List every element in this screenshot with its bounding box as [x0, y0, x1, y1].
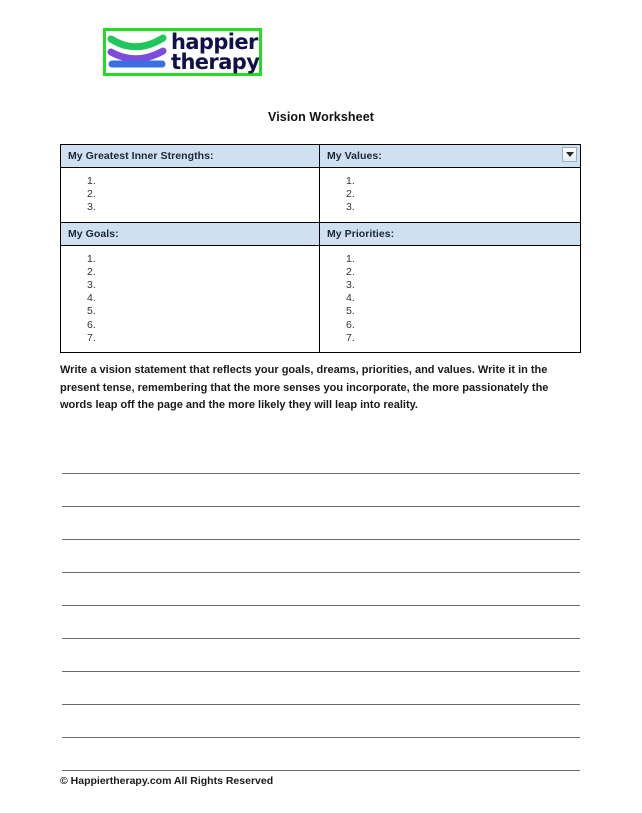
numbered-list-priorities: [320, 246, 580, 352]
table-row: [61, 145, 581, 168]
list-item[interactable]: 7.: [346, 331, 355, 344]
list-item[interactable]: 7.: [87, 331, 96, 344]
list-item[interactable]: 6.: [346, 318, 355, 331]
header-label-priorities: My Priorities:: [327, 227, 395, 240]
list-item[interactable]: 2.: [346, 188, 355, 201]
list-item[interactable]: 5.: [87, 305, 96, 318]
list-item[interactable]: 1.: [87, 252, 96, 265]
brand-wordmark-line1: happier: [171, 29, 258, 54]
header-cell-goals: [61, 222, 320, 245]
brand-wordmark: [171, 29, 260, 74]
list-item[interactable]: 4.: [346, 292, 355, 305]
vision-worksheet-table: [60, 144, 581, 353]
page-title: Vision Worksheet: [267, 110, 375, 124]
footer-copyright: © Happiertherapy.com All Rights Reserved: [60, 775, 274, 787]
numbered-list-strengths: [61, 168, 319, 222]
happier-therapy-mark-icon: [107, 31, 169, 73]
list-item[interactable]: 5.: [346, 305, 355, 318]
list-item[interactable]: 1.: [87, 175, 96, 187]
header-cell-values: [320, 145, 581, 168]
header-cell-priorities: [320, 222, 581, 245]
write-line[interactable]: [62, 705, 580, 738]
brand-logo: [103, 28, 262, 76]
write-line[interactable]: [62, 573, 580, 606]
instructions-text: Write a vision statement that reflects your goals, dreams, priorities, and values. Write it in the present tense, remembering that the more senses you incorporate, the more passionately the words leap off the page and the more likely they will leap into reality.: [60, 364, 549, 411]
list-cell-values[interactable]: [320, 168, 581, 223]
write-line[interactable]: [62, 606, 580, 639]
list-item[interactable]: 3.: [87, 201, 96, 214]
write-line[interactable]: [62, 672, 580, 705]
table-row: [61, 168, 581, 223]
list-item[interactable]: 3.: [346, 279, 355, 292]
list-item[interactable]: 6.: [87, 318, 96, 331]
list-item[interactable]: 2.: [87, 188, 96, 201]
write-line[interactable]: [62, 639, 580, 672]
header-label-goals: My Goals:: [68, 227, 119, 240]
list-item[interactable]: 1.: [346, 252, 355, 265]
chevron-down-glyph: [566, 152, 574, 157]
writing-area[interactable]: [62, 441, 580, 771]
list-item[interactable]: 3.: [346, 201, 355, 214]
brand-wordmark-line2: therapy: [171, 50, 260, 74]
chevron-down-icon[interactable]: [562, 147, 577, 162]
header-cell-strengths: [61, 145, 320, 168]
list-item[interactable]: 3.: [87, 279, 96, 292]
list-item[interactable]: 2.: [87, 265, 96, 278]
list-item[interactable]: 2.: [346, 265, 355, 278]
list-cell-priorities[interactable]: [320, 245, 581, 352]
write-line[interactable]: [62, 507, 580, 540]
table-row: [61, 222, 581, 245]
numbered-list-values: [320, 168, 580, 222]
list-item[interactable]: 4.: [87, 292, 96, 305]
write-line[interactable]: [62, 540, 580, 573]
numbered-list-goals: [61, 246, 319, 352]
write-line[interactable]: [62, 738, 580, 771]
header-label-strengths: My Greatest Inner Strengths:: [68, 150, 214, 162]
header-label-values: My Values:: [327, 150, 382, 162]
list-cell-goals[interactable]: [61, 245, 320, 352]
list-cell-strengths[interactable]: [61, 168, 320, 223]
write-line[interactable]: [62, 474, 580, 507]
table-row: [61, 245, 581, 352]
write-line[interactable]: [62, 441, 580, 474]
list-item[interactable]: 1.: [346, 175, 355, 187]
